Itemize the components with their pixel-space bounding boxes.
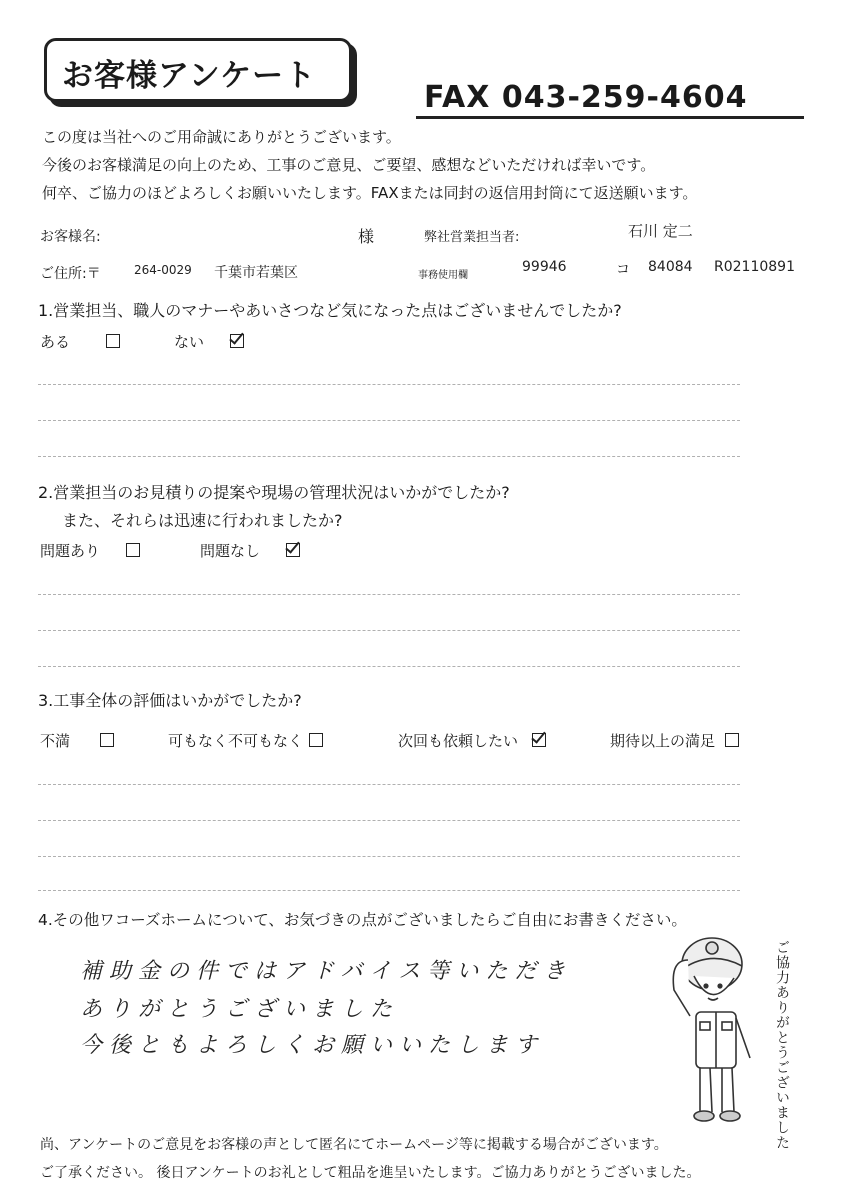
q3-option-neutral[interactable] bbox=[168, 730, 323, 751]
answer-rule bbox=[38, 890, 740, 891]
answer-rule bbox=[38, 594, 740, 595]
q3-option-exceeded[interactable] bbox=[610, 730, 739, 751]
q1-option-aru[interactable] bbox=[40, 331, 120, 352]
footer-line-2: ご了承ください。 後日アンケートのお礼として粗品を進呈いたします。ご協力ありがとうございました。 bbox=[40, 1165, 701, 1181]
answer-rule bbox=[38, 820, 740, 821]
checkbox-checked-icon[interactable] bbox=[230, 334, 244, 348]
q3-option-dissatisfied[interactable] bbox=[40, 730, 114, 751]
checkbox-empty-icon[interactable] bbox=[106, 334, 120, 348]
answer-rule bbox=[38, 630, 740, 631]
answer-rule bbox=[38, 856, 740, 857]
address-label: ご住所:〒 bbox=[40, 266, 101, 282]
address-value: 千葉市若葉区 bbox=[214, 265, 298, 281]
question-4: 4.その他ワコーズホームについて、お気づきの点がございましたらご自由にお書きください。 bbox=[38, 911, 687, 929]
honorific: 様 bbox=[358, 227, 375, 246]
customer-name-label: お客様名: bbox=[40, 229, 101, 245]
q3-option-label: 可もなく不可もなく bbox=[168, 732, 304, 750]
office-code-3: 84084 bbox=[648, 259, 693, 275]
q3-option-label: 期待以上の満足 bbox=[610, 732, 716, 750]
office-use-label: 事務使用欄 bbox=[418, 270, 468, 281]
answer-rule bbox=[38, 384, 740, 385]
question-3: 3.工事全体の評価はいかがでしたか? bbox=[38, 691, 302, 710]
intro-line-1: この度は当社へのご用命誠にありがとうございます。 bbox=[42, 128, 401, 146]
checkbox-empty-icon[interactable] bbox=[725, 733, 739, 747]
answer-rule bbox=[38, 784, 740, 785]
handwritten-answer-line-3: 今後ともよろしくお願いいたします bbox=[80, 1033, 545, 1058]
q3-option-repeat[interactable] bbox=[398, 730, 546, 751]
checkbox-empty-icon[interactable] bbox=[309, 733, 323, 747]
footer-line-1: 尚、アンケートのご意見をお客様の声として匿名にてホームページ等に掲載する場合がございます。 bbox=[40, 1137, 668, 1153]
staff-name: 石川 定二 bbox=[628, 222, 693, 240]
q3-option-label: 不満 bbox=[40, 732, 71, 750]
q3-option-label: 次回も依頼したい bbox=[398, 732, 519, 750]
q2-option-no-problem[interactable] bbox=[200, 540, 300, 561]
checkbox-empty-icon[interactable] bbox=[100, 733, 114, 747]
checkbox-checked-icon[interactable] bbox=[532, 733, 546, 747]
answer-rule bbox=[38, 456, 740, 457]
office-code-1: 99946 bbox=[522, 259, 567, 275]
checkbox-checked-icon[interactable] bbox=[286, 543, 300, 557]
answer-rule bbox=[38, 420, 740, 421]
office-code-4: R02110891 bbox=[714, 259, 795, 275]
q1-option-label: ない bbox=[174, 333, 205, 351]
q2-option-label: 問題なし bbox=[200, 542, 261, 560]
worker-illustration-icon bbox=[660, 920, 770, 1130]
thank-you-vertical: ご協力ありがとうございました bbox=[774, 940, 790, 1150]
intro-line-3: 何卒、ご協力のほどよろしくお願いいたします。FAXまたは同封の返信用封筒にて返送願います。 bbox=[42, 184, 698, 202]
handwritten-answer-line-1: 補助金の件ではアドバイス等いただき bbox=[80, 959, 573, 984]
q1-option-nai[interactable] bbox=[174, 331, 244, 352]
question-2-line-2: また、それらは迅速に行われましたか? bbox=[62, 511, 343, 530]
q2-option-problem[interactable] bbox=[40, 540, 140, 561]
page-title: お客様アンケート bbox=[62, 58, 317, 94]
staff-label: 弊社営業担当者: bbox=[424, 230, 520, 245]
fax-number: FAX 043-259-4604 bbox=[424, 80, 748, 115]
q1-option-label: ある bbox=[40, 333, 71, 351]
office-code-2: コ bbox=[616, 262, 630, 278]
question-1: 1.営業担当、職人のマナーやあいさつなど気になった点はございませんでしたか? bbox=[38, 301, 622, 320]
handwritten-answer-line-2: ありがとうございました bbox=[80, 997, 400, 1022]
checkbox-empty-icon[interactable] bbox=[126, 543, 140, 557]
answer-rule bbox=[38, 666, 740, 667]
fax-underline bbox=[416, 116, 804, 119]
question-2: 2.営業担当のお見積りの提案や現場の管理状況はいかがでしたか? bbox=[38, 483, 510, 502]
q2-option-label: 問題あり bbox=[40, 542, 101, 560]
intro-line-2: 今後のお客様満足の向上のため、工事のご意見、ご要望、感想などいただければ幸いです。 bbox=[42, 156, 656, 174]
postal-code: 264-0029 bbox=[134, 263, 192, 277]
